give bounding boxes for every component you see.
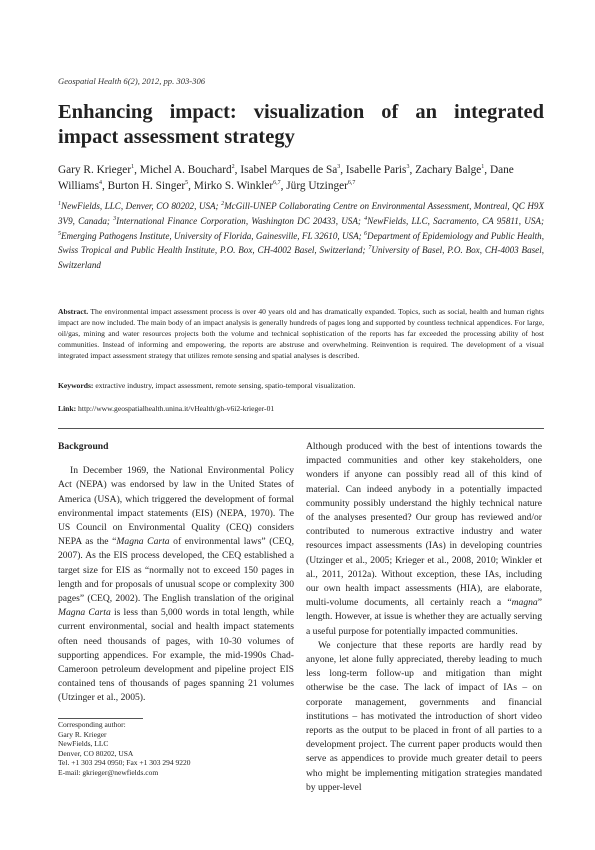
affiliation-text: NewFields, LLC, Sacramento, CA 95811, USA; [367,215,544,226]
body-paragraph: We conjecture that these reports are hardly read by anyone, let alone fully appreciated, thereby leading to much less long-term follow-up and mitigation than might otherwise be the case. The lack of impact of IAs – on corporate management, governments and financial institutions – has motivated the introduction of short video reports as the output to be placed in front of all parties to a development project. The current paper products would then serve as appendices to provide much greater detail to peers who might be implementing mitigation strategies mandated by upper-level [306,639,542,793]
author-affiliation-mark: 3 [406,164,410,171]
affiliation-mark: 6 [364,230,367,237]
author-list [58,163,544,194]
right-column [306,440,542,795]
affiliation-text: Emerging Pathogens Institute, University of Florida, Gainesville, FL 32610, USA; [61,230,364,241]
affiliation-text: McGill-UNEP Collaborating Centre on Environmental Assessment, Montreal, QC H9X 3V9, Canada; [58,201,544,226]
keywords-label: Keywords: [58,381,94,390]
affiliation-mark: 2 [221,200,225,207]
author-name: , Mirko S. Winkler [188,179,274,192]
affiliation-mark: 3 [113,215,117,222]
author-affiliation-mark: 2 [231,164,235,171]
affiliations [58,199,544,273]
italic-term: magna [511,597,538,609]
section-heading-background: Background [58,441,109,452]
paragraph-text: ” length. However, at issue is whether they are actually serving a useful purpose for potentially impacted communities. [306,597,542,637]
author-affiliation-mark: 3 [337,164,341,171]
paragraph-text: In December 1969, the National Environmental Policy Act (NEPA) was endorsed by law in the United States of America (USA), which triggered the development of formal environmental impact statements (EIS) (NEPA, 1970). The US Council on Environmental Quality (CEQ) considers NEPA as the “ [58,465,294,548]
affiliation-text: University of Basel, P.O. Box, CH-4003 Basel, Switzerland [58,245,544,271]
keywords-text: extractive industry, impact assessment, remote sensing, spatio-temporal visualization. [93,381,356,390]
correspondence-footnote [58,720,294,778]
affiliation-text: Department of Epidemiology and Public Health, Swiss Tropical and Public Health Institute, P.O. Box, CH-4002 Basel, Switzerland; [58,230,544,256]
abstract [58,306,544,361]
left-column [58,440,294,706]
abstract-text: The environmental impact assessment process is over 40 years old and has dramatically expanded. Topics, such as social, health and human rights impact are now included. The main body of an impact analysis is generally hundreds of pages long and supported by countless technical appendices. For large, oil/gas, mining and water resources projects both the volume and technical sophistication of the reports has far exceeded the processing ability of host communities. Instead of informing and empowering, the reports are abstruse and overwhelming. Reinvention is required. The development of a visual integrated impact assessment strategy that utilizes remote sensing and spatial analyses is described. [58,307,544,360]
body-paragraph [58,464,294,705]
correspondence-line: NewFields, LLC [58,739,109,749]
correspondence-line: Denver, CO 80202, USA [58,748,134,758]
author-name: , Michel A. Bouchard [134,164,232,176]
footnote-divider [58,718,143,719]
affiliation-text: NewFields, LLC, Denver, CO 80202, USA; [61,201,222,211]
header-divider [58,428,544,429]
link-url[interactable]: http://www.geospatialhealth.unina.it/vHealth/gh-v6i2-krieger-01 [76,404,275,413]
paragraph-text: is less than 5,000 words in total length, while current environmental, social and health impact statements often need thousands of pages, with 10-30 volumes of supporting appendices. For example, the mid-1990s Chad-Cameroon petroleum development and pipeline project EIS contained tens of thousands of pages spanning 21 volumes (Utzinger et al., 2005). [58,607,294,704]
paragraph-text: of environmental laws” (CEQ, 2007). As the EIS process developed, the CEQ established a target size for EIS as “normally not to exceed 150 pages in length and for proposals of unusual scope or complexity 300 pages” (CEQ, 2002). The English translation of the original [58,536,294,605]
author-affiliation-mark: 5 [185,179,189,186]
affiliation-mark: 4 [364,215,368,222]
affiliation-mark: 7 [368,245,372,252]
affiliation-text: International Finance Corporation, Washington DC 20433, USA; [116,215,365,226]
paragraph-text: Although produced with the best of intentions towards the impacted communities and other key stakeholders, one wonders if anyone can possibly read all of this kind of material. Can indeed anybody in a potentially impacted community possibly understand the highly technical nature of the analyses presented? Our group has reviewed and/or contributed to numerous extractive industry and water resources impact assessments (IAs) in developing countries (Utzinger et al., 2005; Krieger et al., 2008, 2010; Winkler et al., 2011, 2012a). Without exception, these IAs, including our own health impact assessments (HIA), are elaborate, multi-volume documents, all certainly reach a “ [306,441,542,609]
link-label: Link: [58,404,77,413]
author-affiliation-mark: 1 [481,164,485,171]
affiliation-mark: 5 [58,230,61,237]
article-title: Enhancing impact: visualization of an integrated impact assessment strategy [58,101,544,148]
correspondence-line: Gary R. Krieger [58,729,107,739]
correspondence-email[interactable]: E-mail: gkrieger@newfields.com [58,767,159,777]
journal-citation: Geospatial Health 6(2), 2012, pp. 303-306 [58,76,206,86]
author-affiliation-mark: 6,7 [347,179,356,186]
affiliation-mark: 1 [58,200,61,207]
keywords [58,380,544,391]
italic-term: Magna Carta [58,607,111,619]
body-paragraph [306,440,542,639]
author-affiliation-mark: 6,7 [273,179,281,186]
author-name: , Dane Williams [58,164,514,192]
abstract-label: Abstract. [58,307,89,316]
author-name: Gary R. Krieger [58,164,132,176]
author-name: , Jürg Utzinger [280,179,348,192]
author-affiliation-mark: 4 [98,179,102,186]
author-name: , Burton H. Singer [101,179,186,192]
author-name: , Zachary Balge [409,164,482,176]
author-name: , Isabelle Paris [340,164,407,176]
author-affiliation-mark: 1 [131,164,135,171]
correspondence-line: Tel. +1 303 294 0950; Fax +1 303 294 9220 [58,758,191,768]
author-name: , Isabel Marques de Sa [234,164,338,176]
correspondence-line: Corresponding author: [58,720,126,729]
italic-term: Magna Carta [116,536,170,548]
article-link [58,403,544,414]
